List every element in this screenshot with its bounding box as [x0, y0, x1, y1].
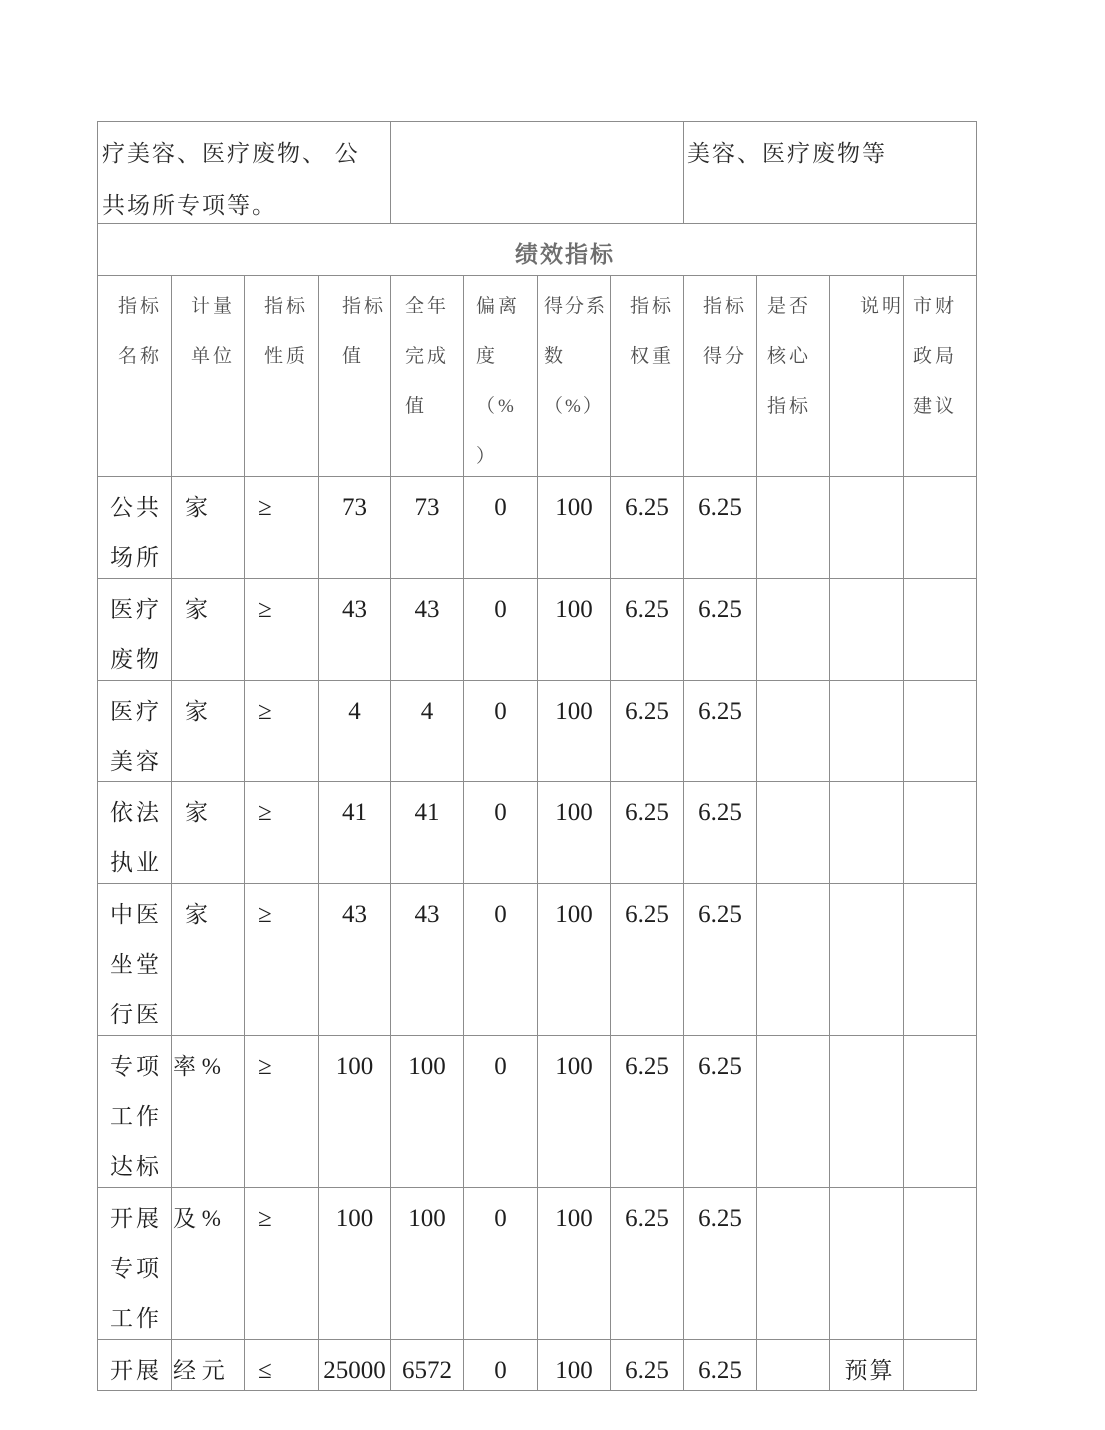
- header-text-line: 偏离: [476, 296, 521, 317]
- cell-deviation: 0: [464, 579, 537, 680]
- header-note: [830, 276, 903, 476]
- cell-core-indicator: [757, 477, 829, 578]
- cell-text-line: 依法: [110, 800, 162, 825]
- cell-weight: 6.25: [611, 1340, 683, 1390]
- header-text-line: 指标: [342, 296, 387, 317]
- cell-unit: 家: [172, 782, 244, 883]
- cell-score-coefficient: 100: [538, 782, 610, 883]
- cell-text-line: 美容: [110, 749, 162, 774]
- cell-unit: 家: [172, 884, 244, 1035]
- cell-text-line: 医疗: [110, 699, 162, 724]
- header-text-line: 指标: [630, 296, 675, 317]
- cell-nature: ≥: [245, 681, 318, 781]
- cell-indicator-name: [98, 1340, 171, 1390]
- cell-text-line: 开展: [110, 1206, 162, 1231]
- header-text-line: 性质: [264, 346, 309, 367]
- cell-nature: ≥: [245, 579, 318, 680]
- cell-nature: ≥: [245, 477, 318, 578]
- cell-unit: 家: [172, 579, 244, 680]
- cell-core-indicator: [757, 1036, 829, 1187]
- cell-target-value: 43: [319, 884, 390, 1035]
- cell-weight: 6.25: [611, 477, 683, 578]
- header-deviation: [464, 276, 537, 476]
- cell-target-value: 100: [319, 1036, 390, 1187]
- cell-weight: 6.25: [611, 1036, 683, 1187]
- cell-target-value: 4: [319, 681, 390, 781]
- cell-score: 6.25: [684, 477, 756, 578]
- cell-note: [830, 681, 903, 781]
- cell-text-line: 工作: [110, 1104, 162, 1129]
- cell-finance-advice: [904, 1036, 976, 1187]
- header-text-line: 是否: [767, 296, 812, 317]
- cell-deviation: 0: [464, 477, 537, 578]
- cell-core-indicator: [757, 884, 829, 1035]
- header-actual-value: [391, 276, 463, 476]
- cell-actual-value: 73: [391, 477, 463, 578]
- cell-score: 6.25: [684, 884, 756, 1035]
- cell-finance-advice: [904, 681, 976, 781]
- cell-core-indicator: [757, 782, 829, 883]
- cell-weight: 6.25: [611, 681, 683, 781]
- header-text-line: 得分: [703, 346, 748, 367]
- cell-note: [830, 1188, 903, 1339]
- cell-text-line: 达标: [110, 1154, 162, 1179]
- cell-indicator-name: [98, 782, 171, 883]
- cell-unit: 率 %: [172, 1036, 244, 1187]
- header-text-line: 完成: [405, 346, 450, 367]
- header-text-line: 单位: [191, 346, 236, 367]
- cell-note: [830, 1036, 903, 1187]
- cell-finance-advice: [904, 477, 976, 578]
- header-finance-advice: [904, 276, 976, 476]
- cell-score-coefficient: 100: [538, 1340, 610, 1390]
- cell-finance-advice: [904, 884, 976, 1035]
- cell-deviation: 0: [464, 884, 537, 1035]
- cell-score: 6.25: [684, 681, 756, 781]
- cell-target-value: 25000: [319, 1340, 390, 1390]
- header-text-line: 指标: [703, 296, 748, 317]
- cell-note: [830, 884, 903, 1035]
- cell-indicator-name: [98, 579, 171, 680]
- cell-core-indicator: [757, 1340, 829, 1390]
- cell-continued-description: [98, 122, 390, 223]
- cell-note: [830, 782, 903, 883]
- header-text-line: 指标: [767, 396, 812, 417]
- cell-deviation: 0: [464, 1036, 537, 1187]
- cell-score: 6.25: [684, 1036, 756, 1187]
- cell-score: 6.25: [684, 579, 756, 680]
- cell-text-line: 开展: [110, 1358, 162, 1383]
- cell-score-coefficient: 100: [538, 1188, 610, 1339]
- header-text-line: 指标: [264, 296, 309, 317]
- cell-indicator-name: [98, 1036, 171, 1187]
- cell-note: [830, 477, 903, 578]
- cell-actual-value: 43: [391, 884, 463, 1035]
- header-text-line: 全年: [405, 296, 450, 317]
- header-text-line: 建议: [913, 396, 958, 417]
- cell-score: 6.25: [684, 782, 756, 883]
- cell-weight: 6.25: [611, 579, 683, 680]
- cell-empty: [391, 122, 683, 223]
- cell-unit: 家: [172, 681, 244, 781]
- header-text-line: 值: [342, 346, 365, 367]
- cell-text-line: 中医: [110, 902, 162, 927]
- header-text-line: 指标: [118, 296, 163, 317]
- header-weight: [611, 276, 683, 476]
- cell-text-line: 医疗: [110, 597, 162, 622]
- cell-target-value: 43: [319, 579, 390, 680]
- cell-nature: ≥: [245, 782, 318, 883]
- cell-unit: 及 %: [172, 1188, 244, 1339]
- header-text-line: ）: [476, 446, 499, 467]
- cell-score-coefficient: 100: [538, 477, 610, 578]
- cell-actual-value: 4: [391, 681, 463, 781]
- header-text-line: 度: [476, 346, 499, 367]
- cell-finance-advice: [904, 1188, 976, 1339]
- cell-actual-value: 43: [391, 579, 463, 680]
- performance-table: [97, 121, 977, 1391]
- cell-weight: 6.25: [611, 884, 683, 1035]
- header-nature: [245, 276, 318, 476]
- cell-core-indicator: [757, 1188, 829, 1339]
- cell-indicator-name: [98, 681, 171, 781]
- cell-indicator-name: [98, 1188, 171, 1339]
- cell-target-value: 41: [319, 782, 390, 883]
- header-text-line: （%: [476, 396, 517, 417]
- header-score-coefficient: [538, 276, 610, 476]
- cell-core-indicator: [757, 681, 829, 781]
- cell-nature: ≥: [245, 1036, 318, 1187]
- cell-weight: 6.25: [611, 782, 683, 883]
- cell-text-line: 共场所专项等。: [102, 193, 277, 218]
- cell-indicator-name: [98, 477, 171, 578]
- header-text-line: 权重: [630, 346, 675, 367]
- cell-actual-value: 100: [391, 1188, 463, 1339]
- cell-text-line: 废物: [110, 647, 162, 672]
- cell-text-line: 坐堂: [110, 952, 162, 977]
- header-core-indicator: [757, 276, 829, 476]
- cell-score-coefficient: 100: [538, 681, 610, 781]
- cell-deviation: 0: [464, 1340, 537, 1390]
- cell-text-line: 专项: [110, 1256, 162, 1281]
- cell-unit: 经 元: [172, 1340, 244, 1390]
- cell-text-line: 公共: [110, 495, 162, 520]
- cell-score: 6.25: [684, 1188, 756, 1339]
- cell-unit: 家: [172, 477, 244, 578]
- cell-indicator-name: [98, 884, 171, 1035]
- header-text-line: 说明: [860, 296, 905, 317]
- cell-actual-value: 100: [391, 1036, 463, 1187]
- cell-finance-advice: [904, 1340, 976, 1390]
- header-indicator-name: [98, 276, 171, 476]
- cell-text-line: 专项: [110, 1054, 162, 1079]
- header-text-line: （%）: [544, 396, 604, 417]
- cell-deviation: 0: [464, 782, 537, 883]
- header-text-line: 政局: [913, 346, 958, 367]
- cell-target-value: 73: [319, 477, 390, 578]
- header-text-line: 计量: [191, 296, 236, 317]
- cell-continued-target: [684, 122, 976, 223]
- cell-text-line: 疗美容、医疗废物、 公: [102, 141, 360, 166]
- header-target-value: [319, 276, 390, 476]
- cell-target-value: 100: [319, 1188, 390, 1339]
- header-text-line: 数: [544, 346, 566, 367]
- cell-actual-value: 41: [391, 782, 463, 883]
- cell-score: 6.25: [684, 1340, 756, 1390]
- cell-score-coefficient: 100: [538, 884, 610, 1035]
- cell-text-line: 行医: [110, 1002, 162, 1027]
- cell-text-line: 美容、医疗废物等: [687, 141, 887, 166]
- cell-deviation: 0: [464, 1188, 537, 1339]
- header-score: [684, 276, 756, 476]
- cell-finance-advice: [904, 579, 976, 680]
- cell-finance-advice: [904, 782, 976, 883]
- header-text-line: 名称: [118, 346, 163, 367]
- cell-score-coefficient: 100: [538, 579, 610, 680]
- header-unit: [172, 276, 244, 476]
- cell-nature: ≥: [245, 884, 318, 1035]
- cell-nature: ≤: [245, 1340, 318, 1390]
- header-text-line: 核心: [767, 346, 812, 367]
- cell-nature: ≥: [245, 1188, 318, 1339]
- header-text-line: 得分系: [544, 296, 608, 317]
- cell-actual-value: 6572: [391, 1340, 463, 1390]
- cell-weight: 6.25: [611, 1188, 683, 1339]
- cell-text-line: 场所: [110, 545, 162, 570]
- section-title: 绩效指标: [98, 224, 976, 275]
- cell-note: [830, 579, 903, 680]
- header-text-line: 值: [405, 396, 428, 417]
- cell-text-line: 执业: [110, 850, 162, 875]
- cell-core-indicator: [757, 579, 829, 680]
- header-text-line: 市财: [913, 296, 958, 317]
- cell-text-line: 工作: [110, 1306, 162, 1331]
- cell-note: 预算: [830, 1340, 903, 1390]
- cell-score-coefficient: 100: [538, 1036, 610, 1187]
- cell-deviation: 0: [464, 681, 537, 781]
